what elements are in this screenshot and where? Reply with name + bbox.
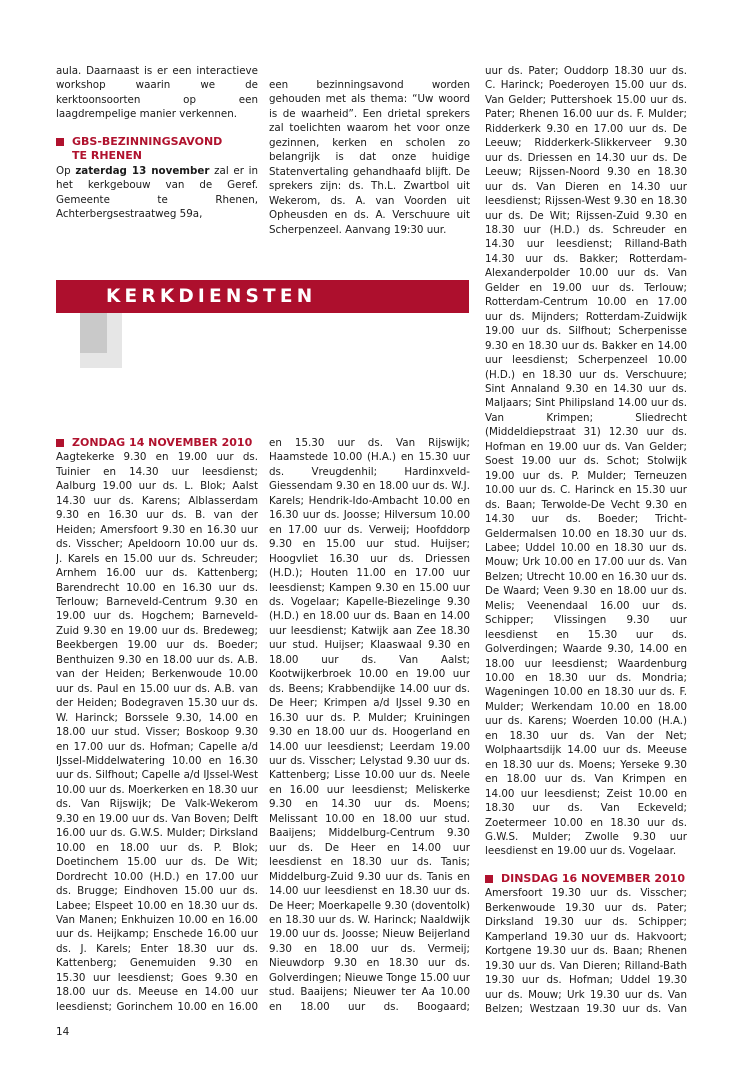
- intro-paragraph: aula. Daarnaast is er een interactieve workshop waarin we de kerktoonsoorten op een laagdrempelige manier verkennen.: [56, 65, 258, 121]
- zondag-services-part3: uur ds. Pater; Ouddorp 18.30 uur ds. C. Harinck; Poederoyen 15.00 uur ds. Van Gelder; Puttershoek 15.00 uur ds. Pater; Rhenen 16.00 uur ds. F. Mulder; Ridderkerk 9.30 en 17.00 uur ds. De Leeuw; Ridderkerk-Slikkerveer 9.30 uur ds. Driessen en 14.30 uur ds. De Leeuw; Rijssen-Noord 9.30 en 18.30 uur ds. Van Dieren en 14.30 uur leesdienst; Rijssen-West 9.30 en 18.30 uur ds. De Wit; Rijssen-Zuid 9.30 en 18.30 uur (H.D.) ds. Schreuder en 14.30 uur leesdienst; Rilland-Bath 14.30 uur ds. Bakker; Rotterdam-Alexanderpolder 10.00 uur ds. Van Gelder en 19.00 uur ds. Terlouw; Rotterdam-Centrum 10.00 en 17.00 uur ds. Mijnders; Rotterdam-Zuidwijk 19.00 uur ds. Silfhout; Scherpenisse 9.30 en 18.30 uur ds. Bakker en 14.00 uur leesdienst; Scherpenzeel 10.00 (H.D.) en 18.30 uur ds. Verschuure; Sint Annaland 9.30 en 14.30 uur ds. Maljaars; Sint Philipsland 14.00 uur ds. Van Krimpen; Sliedrecht (Middeldiepstraat 31) 12.30 uur ds. Hofman en 19.00 uur ds. Van Gelder; Soest 19.00 uur ds. Schot; Stolwijk 19.00 uur ds. P. Mulder; Terneuzen 10.00 uur ds. C. Harinck en 15.30 uur ds. Baan; Terwolde-De Vecht 9.30 en 14.30 uur ds. Boeder; Tricht-Geldermalsen 10.00 en 18.30 uur ds. Labee; Uddel 10.00 en 18.30 uur ds. Mouw; Urk 10.00 en 17.00 uur ds. Van Belzen; Utrecht 10.00 en 16.30 uur ds. De Waard; Veen 9.30 en 18.00 uur ds. Melis; Veenendaal 16.00 uur ds. Schipper; Vlissingen 9.30 uur leesdienst en 15.30 uur ds. Golverdingen; Waarde 9.30, 14.00 en 18.00 uur leesdienst; Waardenburg 10.00 en 18.30 uur ds. Mondria; Wageningen 10.00 en 18.30 uur ds. F. Mulder; Werkendam 10.00 en 18.00 uur ds. Karens; Woerden 10.00 (H.A.) en 18.30 uur ds. Van der Net; Wolphaartsdijk 14.00 uur ds. Meeuse en 18.30 uur ds. Moens; Yerseke 9.30 en 18.00 uur ds. Van Krimpen en 14.00 uur leesdienst; Zeist 10.00 en 18.30 uur ds. Van Eckeveld; Zoetermeer 10.00 en 18.30 uur ds. G.W.S. Mulder; Zwolle 9.30 uur leesdienst en 19.00 uur ds. Vogelaar.: [485, 65, 687, 858]
- banner-title: KERKDIENSTEN: [106, 286, 317, 307]
- column-top-left: [56, 64, 258, 239]
- page-number: 14: [56, 1026, 70, 1038]
- gbs-paragraph: [56, 164, 258, 222]
- gbs-heading-line1: GBS-BEZINNINGSAVOND: [72, 134, 223, 148]
- zondag-services-part2: en 15.30 uur ds. Van Rijswijk; Haamstede 10.00 (H.A.) en 15.30 uur ds. Vreugdenhil; Hardinxveld-Giessendam 9.30 en 18.00 uur ds. W.J. Karels; Hendrik-Ido-Ambacht 10.00 en 16.30 uur ds. Joosse; Hilversum 10.00 en 17.00 uur ds. Verweij; Hoofddorp 9.30 en 15.00 uur stud. Huijser; Hoogvliet 16.30 uur ds. Driessen (H.D.); Houten 11.00 en 17.00 uur leesdienst; Kampen 9.30 en 15.00 uur ds. Vogelaar; Kapelle-Biezelinge 9.30 (H.D.) en 18.00 uur ds. Baan en 14.00 uur leesdienst; Katwijk aan Zee 18.30 uur stud. Huijser; Klaaswaal 9.30 en 18.00 uur ds. Van Aalst; Kootwijkerbroek 10.00 en 19.00 uur ds. Beens; Krabbendijke 14.00 uur ds. De Heer; Krimpen a/d IJssel 9.30 en 16.30 uur ds. P. Mulder; Kruiningen 9.30 en 18.00 uur ds. Hoogerland en 14.00 uur leesdienst; Leerdam 19.00 uur ds. Visscher; Lelystad 9.30 uur ds. Kattenberg; Lisse 10.00 uur ds. Neele en 16.00 uur leesdienst; Meliskerke 9.30 en 14.30 uur ds. Moens; Melissant 10.00 en 18.00 uur stud. Baaijens; Middelburg-Centrum 9.30 uur ds. De Heer en 14.00 uur leesdienst en 18.30 uur ds. Tanis; Middelburg-Zuid 9.30 uur ds. Tanis en 14.00 uur leesdienst en 18.30 uur ds. De Heer; Moerkapelle 9.30 (doventolk) en 18.30 uur ds. W. Harinck; Naaldwijk 19.00 uur ds. Joosse; Nieuw Beijerland 9.30 en 18.00 uur ds. Vermeij; Nieuwdorp 9.30 en 18.30 uur ds. Golverdingen; Nieuwe Tonge 15.00 uur stud. Baaijens; Nieuwer ter Aa 10.00 en 18.00 uur ds. Boogaard;: [269, 437, 470, 1013]
- gbs-text-prefix: Op: [56, 164, 76, 177]
- zondag-heading-text: ZONDAG 14 NOVEMBER 2010: [72, 436, 253, 449]
- column-bottom-left: [56, 436, 258, 1016]
- zondag-services-part1: Aagtekerke 9.30 en 19.00 uur ds. Tuinier en 14.30 uur leesdienst; Aalburg 19.00 uur ds. L. Blok; Aalst 14.30 uur ds. Karens; Alblasserdam 9.30 en 16.30 uur ds. B. van der Heiden; Amersfoort 9.30 en 16.30 uur ds. Visscher; Apeldoorn 10.00 uur ds. J. Karels en 15.00 uur ds. Schreuder; Arnhem 16.00 uur ds. Kattenberg; Barendrecht 10.00 en 16.30 uur ds. Terlouw; Barneveld-Centrum 9.30 en 19.00 uur ds. Hogchem; Barneveld-Zuid 9.30 en 19.00 uur ds. Bredeweg; Beekbergen 19.00 uur ds. Boeder; Benthuizen 9.30 en 18.00 uur ds. A.B. van der Heiden; Berkenwoude 10.00 uur ds. Paul en 15.00 uur ds. A.B. van der Heiden; Bodegraven 15.30 uur ds. W. Harinck; Borssele 9.30, 14.00 en 18.00 uur stud. Visser; Boskoop 9.30 en 17.00 uur ds. Hofman; Capelle a/d IJssel-Middelwatering 10.00 en 16.30 uur ds. Silfhout; Capelle a/d IJssel-West 10.00 uur ds. Moerkerken en 18.30 uur ds. Van Rijswijk; De Valk-Wekerom 9.30 en 19.00 uur ds. Van Boven; Delft 16.00 uur ds. G.W.S. Mulder; Dirksland 10.00 en 18.00 uur ds. P. Blok; Doetinchem 15.00 uur ds. De Wit; Dordrecht 10.00 (H.D.) en 17.00 uur ds. Brugge; Eindhoven 15.00 uur ds. Labee; Elspeet 10.00 en 18.30 uur ds. Van Manen; Enkhuizen 10.00 en 16.00 uur ds. Heijkamp; Enschede 16.00 uur ds. J. Karels; Enter 18.30 uur ds. Kattenberg; Genemuiden 9.30 en 15.30 uur leesdienst; Goes 9.30 en 18.00 uur ds. Meeuse en 14.00 uur leesdienst; Gorinchem 10.00 en 16.00: [56, 451, 258, 1013]
- column-top-middle: [269, 78, 470, 253]
- gbs-date: zaterdag 13 november: [75, 164, 210, 177]
- decorative-gray-block-dark: [80, 313, 107, 353]
- zondag-heading: [56, 436, 258, 450]
- gbs-heading-line2: TE RHENEN: [72, 149, 142, 163]
- gbs-text-rest: zal er in het kerkgebouw van de Geref. Gemeente te Rhenen, Achterbergsestraatweg 59a,: [56, 164, 258, 221]
- dinsdag-heading-text: DINSDAG 16 NOVEMBER 2010: [501, 871, 686, 885]
- dinsdag-heading: [485, 872, 687, 886]
- column-right: [485, 64, 687, 1014]
- square-bullet-icon: [56, 138, 64, 146]
- column-bottom-middle: [269, 436, 470, 1016]
- gbs-heading: [56, 135, 258, 164]
- square-bullet-icon: [485, 875, 493, 883]
- dinsdag-services: Amersfoort 19.30 uur ds. Visscher; Berkenwoude 19.30 uur ds. Pater; Dirksland 19.30 uur ds. Schipper; Kamperland 19.30 uur ds. Hakvoort; Kortgene 19.30 uur ds. Baan; Rhenen 19.30 uur ds. Van Dieren; Rilland-Bath 19.30 uur ds. Hofman; Uddel 19.30 uur ds. Mouw; Urk 19.30 uur ds. Van Belzen; Westzaan 19.30 uur ds. Van: [485, 887, 687, 1014]
- bezinning-paragraph: een bezinningsavond worden gehouden met als thema: “Uw woord is de waarheid”. Een drietal sprekers zal toelichten waarom het voor onze gezinnen, kerken en scholen zo belangrijk is dat onze huidige Statenvertaling gehandhaafd blijft. De sprekers zijn: ds. Th.L. Zwartbol uit Wekerom, ds. A. van Voorden uit Opheusden en ds. A. Verschuure uit Scherpenzeel. Aanvang 19:30 uur.: [269, 79, 470, 236]
- square-bullet-icon: [56, 439, 64, 447]
